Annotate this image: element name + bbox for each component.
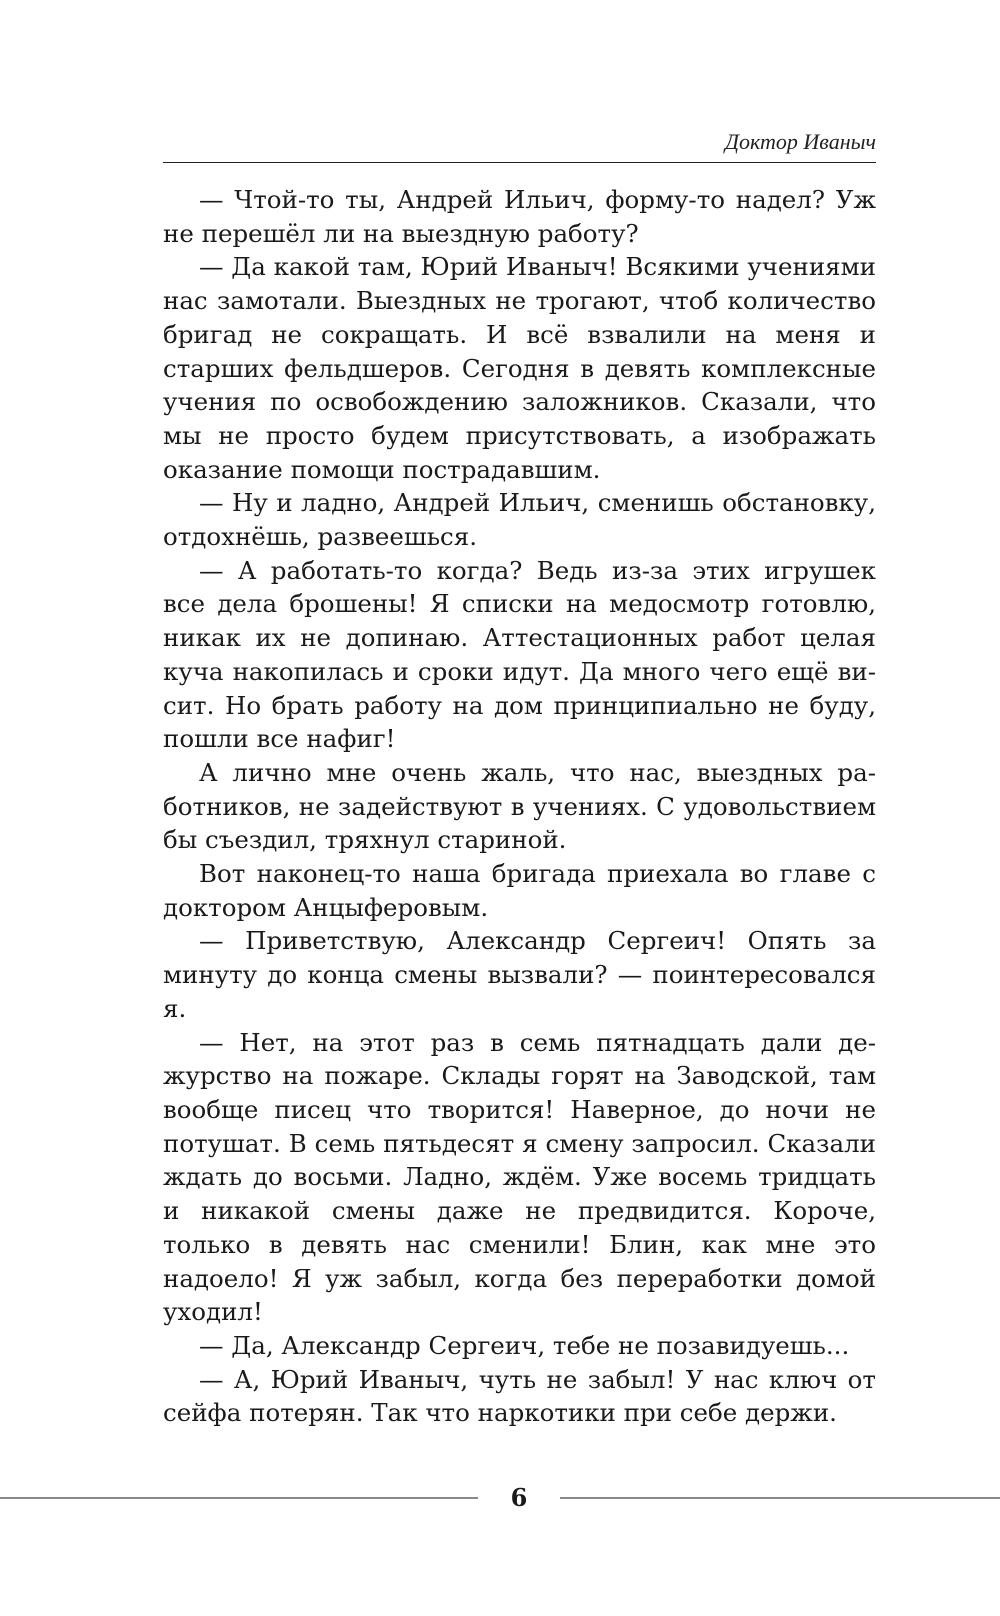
paragraph: Вот наконец-то наша бригада приехала во главе с доктором Анцыферовым. [163, 859, 876, 922]
footer-rule-left [0, 1497, 478, 1499]
footer-rule-right [560, 1497, 1000, 1499]
paragraph: — А работать-то когда? Ведь из-за этих игрушек все дела брошены! Я списки на медосмотр готовлю, никак их не допинаю. Аттестационных работ целая куча накопилась и сроки идут. Да много чего ещё висит. Но брать работу на дом принципиально не буду, пошли все нафиг! [163, 555, 876, 754]
header-rule [163, 162, 876, 163]
running-head-title: Доктор Иваныч [725, 129, 876, 154]
paragraph: — Чтой-то ты, Андрей Ильич, форму-то надел? Уж не перешёл ли на выездную работу? [163, 185, 876, 248]
paragraph: — Ну и ладно, Андрей Ильич, сменишь обстановку, отдохнёшь, развеешься. [163, 488, 876, 552]
paragraph: — Приветствую, Александр Сергеич! Опять за минуту до конца смены вызвали? — поинтересовался я. [163, 926, 876, 1023]
paragraph: — Да, Александр Сергеич, тебе не позавидуешь... [199, 1330, 850, 1360]
paragraph: — Нет, на этот раз в семь пятнадцать дали дежурство на пожаре. Склады горят на Заводской, там вообще писец что творится! Наверное, до ночи не потушат. В семь пятьдесят я смену запросил. Сказали ждать до восьми. Ладно, ждём. Уже восемь тридцать и никакой смены даже не предвидится. Короче, только в девять нас сменили! Блин, как мне это надоело! Я уж забыл, когда без переработки домой уходил! [163, 1027, 876, 1327]
page-body [163, 183, 876, 1430]
page-number: 6 [510, 1483, 528, 1512]
paragraph: — А, Юрий Иваныч, чуть не забыл! У нас ключ от сейфа потерян. Так что наркотики при себе держи. [163, 1364, 876, 1428]
paragraph: — Да какой там, Юрий Иваныч! Всякими учениями нас замотали. Выездных не трогают, чтоб количество бригад не сокращать. И всё взвалили на меня и старших фельдшеров. Сегодня в девять комплексные учения по освобождению заложников. Сказали, что мы не просто будем присутствовать, а изображать оказание помощи пострадавшим. [163, 252, 876, 484]
paragraph: А лично мне очень жаль, что нас, выездных работников, не задействуют в учениях. С удовольствием бы съездил, тряхнул стариной. [163, 757, 876, 855]
page-footer [0, 1478, 1000, 1518]
